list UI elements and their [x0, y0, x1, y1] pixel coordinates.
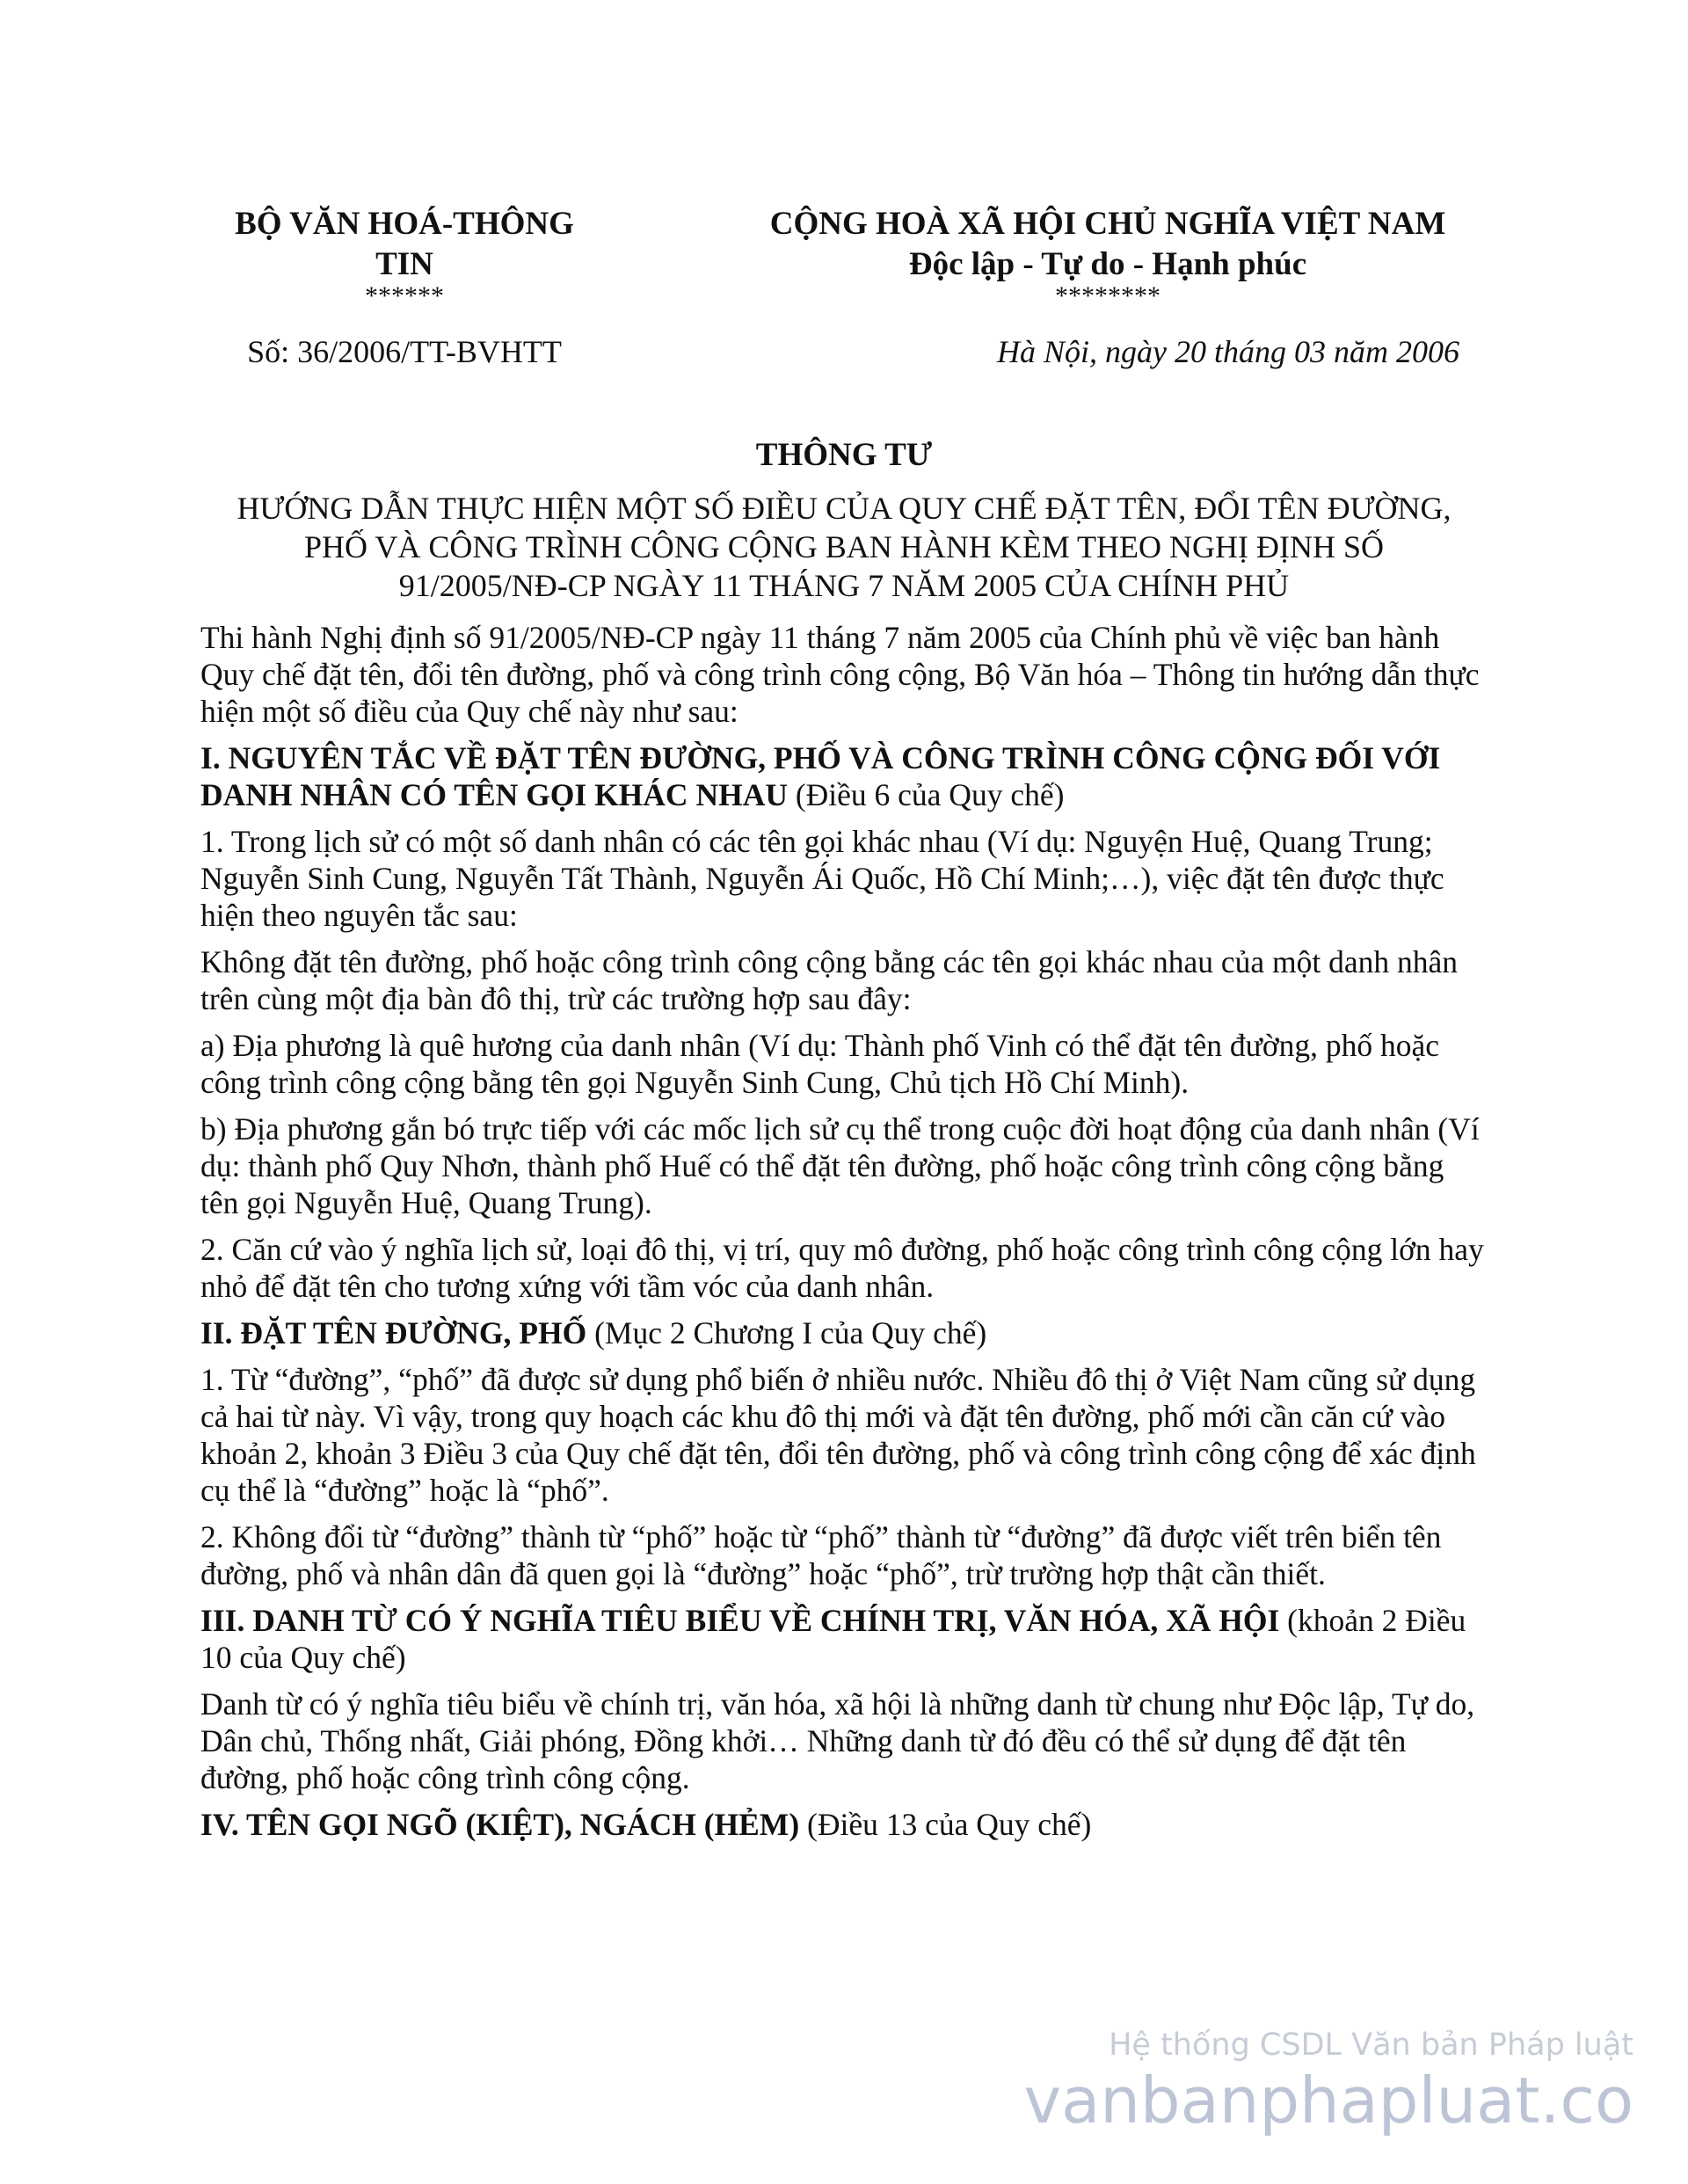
subtitle-line1: HƯỚNG DẪN THỰC HIỆN MỘT SỐ ĐIỀU CỦA QUY CHẾ ĐẶT TÊN, ĐỔI TÊN ĐƯỜNG, — [236, 491, 1452, 526]
section-3-heading — [200, 1602, 1488, 1676]
document-number: Số: 36/2006/TT-BVHTT — [247, 334, 562, 369]
section-1-paragraph-3: a) Địa phương là quê hương của danh nhân (Ví dụ: Thành phố Vinh có thể đặt tên đường, phố hoặc công trình công cộng bằng tên gọi Nguyễn Sinh Cung, Chủ tịch Hồ Chí Minh). — [200, 1028, 1439, 1100]
section-3-paragraph-1: Danh từ có ý nghĩa tiêu biểu về chính trị, văn hóa, xã hội là những danh từ chung như Độc lập, Tự do, Dân chủ, Thống nhất, Giải phóng, Đồng khởi… Những danh từ đó đều có thể sử dụng để đặt tên đường, phố hoặc công trình công cộng. — [200, 1686, 1475, 1795]
subtitle-line3: 91/2005/NĐ-CP NGÀY 11 THÁNG 7 NĂM 2005 CỦA CHÍNH PHỦ — [398, 568, 1290, 603]
section-3-title: III. DANH TỪ CÓ Ý NGHĨA TIÊU BIỂU VỀ CHÍNH TRỊ, VĂN HÓA, XÃ HỘI — [200, 1603, 1280, 1638]
section-1-reference: (Điều 6 của Quy chế) — [787, 777, 1065, 812]
section-2-paragraph-2: 2. Không đổi từ “đường” thành từ “phố” hoặc từ “phố” thành từ “đường” đã được viết trên biển tên đường, phố và nhân dân đã quen gọi là “đường” hoặc “phố”, trừ trường hợp thật cần thiết. — [200, 1519, 1442, 1591]
section-2-reference: (Mục 2 Chương I của Quy chế) — [586, 1315, 987, 1350]
national-heading — [668, 204, 1547, 308]
section-2-title: II. ĐẶT TÊN ĐƯỜNG, PHỐ — [200, 1315, 587, 1350]
agency-stars: ****** — [365, 281, 444, 310]
section-4-reference: (Điều 13 của Quy chế) — [799, 1807, 1092, 1842]
agency-name-line2: TIN — [375, 246, 433, 282]
section-2-heading — [200, 1314, 1488, 1351]
section-1-paragraph-5: 2. Căn cứ vào ý nghĩa lịch sử, loại đô thị, vị trí, quy mô đường, phố hoặc công trình công cộng lớn hay nhỏ để đặt tên cho tương xứng với tầm vóc của danh nhân. — [200, 1232, 1484, 1304]
section-4-heading — [200, 1806, 1488, 1843]
section-2-paragraph-1: 1. Từ “đường”, “phố” đã được sử dụng phổ biến ở nhiều nước. Nhiều đô thị ở Việt Nam cũng sử dụng cả hai từ này. Vì vậy, trong quy hoạch các khu đô thị mới và đặt tên đường, phố mới cần căn cứ vào khoản 2, khoản 3 Điều 3 của Quy chế đặt tên, đổi tên đường, phố và công trình công cộng để xác định cụ thể là “đường” hoặc là “phố”. — [200, 1362, 1476, 1508]
document-title: THÔNG TƯ — [755, 437, 933, 473]
section-1-paragraph-2: Không đặt tên đường, phố hoặc công trình công cộng bằng các tên gọi khác nhau của một danh nhân trên cùng một địa bàn đô thị, trừ các trường hợp sau đây: — [200, 944, 1459, 1016]
nation-name: CỘNG HOÀ XÃ HỘI CHỦ NGHĨA VIỆT NAM — [769, 206, 1446, 242]
agency-name-line1: BỘ VĂN HOÁ-THÔNG — [235, 206, 574, 242]
section-1-heading — [200, 739, 1488, 813]
section-1-paragraph-4: b) Địa phương gắn bó trực tiếp với các mốc lịch sử cụ thể trong cuộc đời hoạt động của danh nhân (Ví dụ: thành phố Quy Nhơn, thành phố Huế có thể đặt tên đường, phố hoặc công trình công cộng bằng tên gọi Nguyễn Huệ, Quang Trung). — [200, 1111, 1480, 1220]
intro-paragraph: Thi hành Nghị định số 91/2005/NĐ-CP ngày 11 tháng 7 năm 2005 của Chính phủ về việc ban hành Quy chế đặt tên, đổi tên đường, phố và công trình công cộng, Bộ Văn hóa – Thông tin hướng dẫn thực hiện một số điều của Quy chế này như sau: — [200, 620, 1480, 729]
watermark-domain: vanbanphapluat.co — [1023, 2064, 1633, 2137]
motto-stars: ******** — [1055, 281, 1160, 310]
section-1-title: I. NGUYÊN TẮC VỀ ĐẶT TÊN ĐƯỜNG, PHỐ VÀ CÔNG TRÌNH CÔNG CỘNG ĐỐI VỚI DANH NHÂN CÓ TÊN GỌI KHÁC NHAU — [200, 740, 1441, 812]
subtitle-line2: PHỐ VÀ CÔNG TRÌNH CÔNG CỘNG BAN HÀNH KÈM THEO NGHỊ ĐỊNH SỐ — [303, 529, 1385, 564]
document-body — [200, 619, 1488, 1853]
site-watermark — [1024, 2026, 1634, 2137]
watermark-tagline: Hệ thống CSDL Văn bản Pháp luật — [1109, 2027, 1633, 2063]
document-subtitle — [197, 489, 1491, 605]
issuing-agency — [211, 204, 598, 308]
section-4-title: IV. TÊN GỌI NGÕ (KIỆT), NGÁCH (HẺM) — [200, 1807, 800, 1842]
document-date: Hà Nội, ngày 20 tháng 03 năm 2006 — [997, 334, 1459, 369]
section-3-reference: (khoản 2 Điều 10 của Quy chế) — [200, 1603, 1466, 1675]
motto: Độc lập - Tự do - Hạnh phúc — [908, 246, 1307, 282]
section-1-paragraph-1: 1. Trong lịch sử có một số danh nhân có các tên gọi khác nhau (Ví dụ: Nguyện Huệ, Quang Trung; Nguyễn Sinh Cung, Nguyễn Tất Thành, Nguyễn Ái Quốc, Hồ Chí Minh;…), việc đặt tên được thực hiện theo nguyên tắc sau: — [200, 824, 1444, 933]
